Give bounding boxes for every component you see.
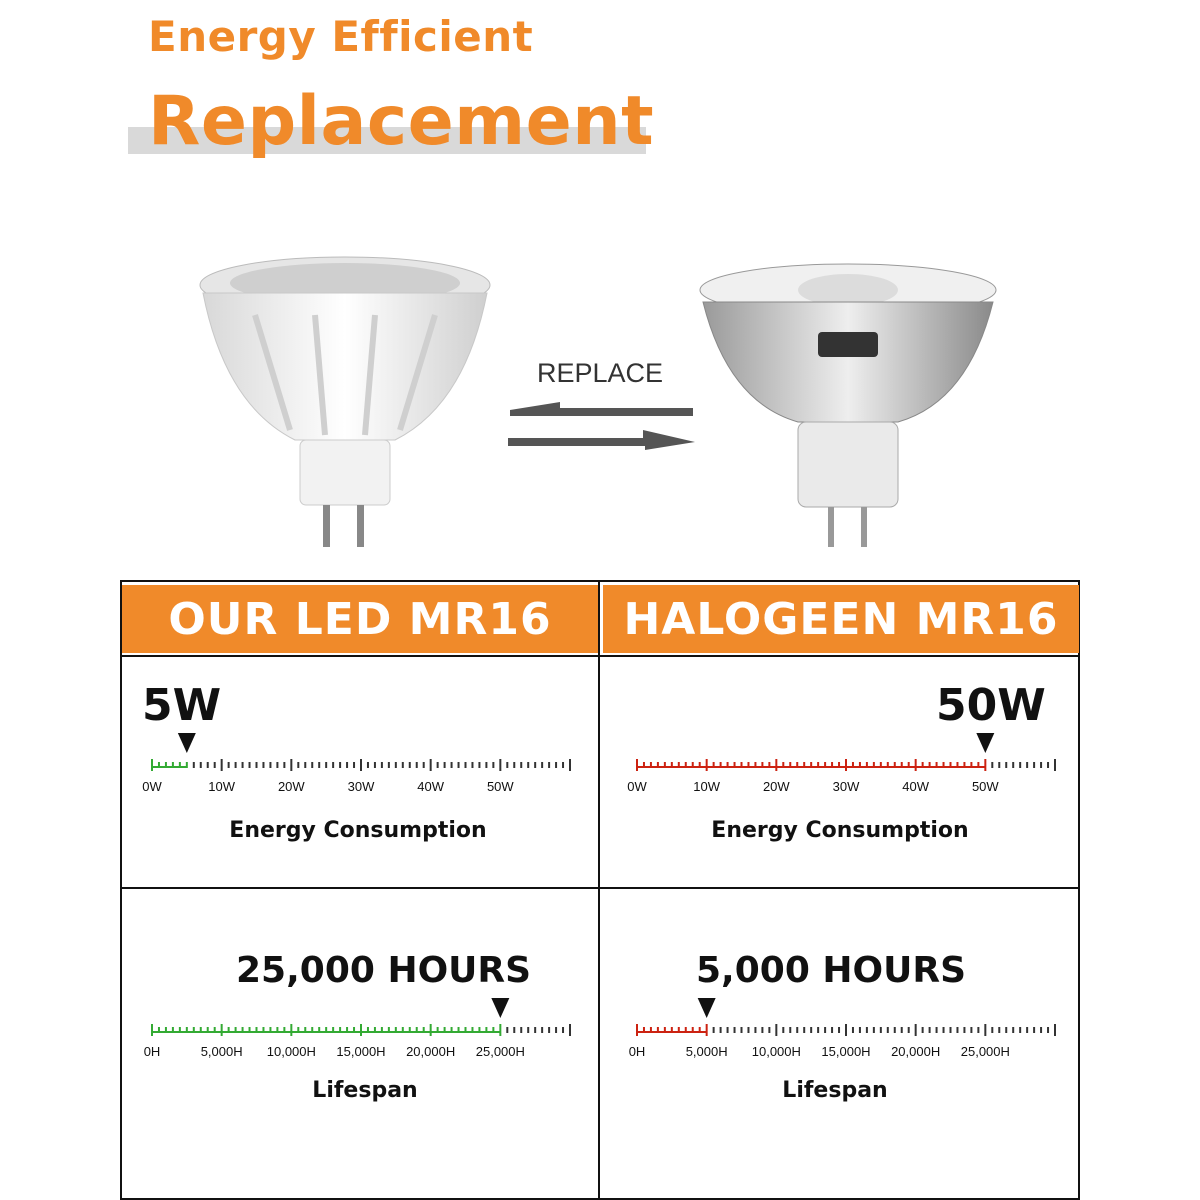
- scale-tick-label: 40W: [902, 779, 930, 794]
- scale-tick-label: 5,000H: [200, 1044, 243, 1059]
- scale-tick-label: 15,000H: [821, 1044, 871, 1059]
- scale-tick-label: 50W: [971, 779, 999, 794]
- comparison-table: [120, 580, 1080, 1200]
- halogen-energy-scale: [625, 725, 1065, 800]
- led-energy-value: 5W: [142, 680, 222, 731]
- value-pointer-icon: [491, 998, 509, 1018]
- led-energy-scale: [140, 725, 580, 800]
- table-divider-horizontal: [120, 887, 1080, 889]
- value-pointer-icon: [698, 998, 716, 1018]
- scale-tick-label: 5,000H: [685, 1044, 728, 1059]
- scale-tick-label: 0W: [627, 779, 647, 794]
- scale-tick-label: 10,000H: [751, 1044, 801, 1059]
- scale-tick-label: 20W: [762, 779, 790, 794]
- scale-tick-label: 50W: [486, 779, 514, 794]
- halogen-bulb-image: [698, 262, 1008, 552]
- scale-tick-label: 20,000H: [891, 1044, 941, 1059]
- scale-tick-label: 20W: [277, 779, 305, 794]
- led-life-value: 25,000 HOURS: [236, 950, 532, 991]
- scale-tick-label: 25,000H: [475, 1044, 525, 1059]
- table-divider-vertical: [598, 580, 600, 1200]
- scale-tick-label: 20,000H: [406, 1044, 456, 1059]
- scale-tick-label: 10,000H: [266, 1044, 316, 1059]
- scale-tick-label: 0W: [142, 779, 162, 794]
- replace-label: REPLACE: [536, 358, 664, 388]
- heading-line-1: Energy Efficient: [148, 12, 534, 61]
- value-pointer-icon: [178, 733, 196, 753]
- value-pointer-icon: [976, 733, 994, 753]
- scale-tick-label: 40W: [417, 779, 445, 794]
- halogen-life-scale: [625, 990, 1065, 1065]
- scale-tick-label: 25,000H: [960, 1044, 1010, 1059]
- led-life-scale: [140, 990, 580, 1065]
- led-panel-title: OUR LED MR16: [122, 585, 598, 653]
- scale-tick-label: 0H: [628, 1044, 646, 1059]
- scale-tick-label: 10W: [208, 779, 236, 794]
- halogen-life-metric-label: Lifespan: [782, 1078, 888, 1103]
- header-divider: [120, 655, 1080, 657]
- scale-tick-label: 30W: [347, 779, 375, 794]
- scale-tick-label: 0H: [143, 1044, 161, 1059]
- halogen-energy-value: 50W: [936, 680, 1046, 731]
- led-life-metric-label: Lifespan: [312, 1078, 418, 1103]
- scale-tick-label: 30W: [832, 779, 860, 794]
- halogen-life-value: 5,000 HOURS: [696, 950, 967, 991]
- heading-line-2: Replacement: [148, 82, 655, 161]
- halogen-energy-metric-label: Energy Consumption: [711, 818, 969, 843]
- scale-tick-label: 15,000H: [336, 1044, 386, 1059]
- led-bulb-image: [195, 255, 495, 555]
- scale-tick-label: 10W: [693, 779, 721, 794]
- led-energy-metric-label: Energy Consumption: [229, 818, 487, 843]
- halogen-panel-title: HALOGEEN MR16: [603, 585, 1079, 653]
- swap-arrows-icon: [505, 400, 700, 455]
